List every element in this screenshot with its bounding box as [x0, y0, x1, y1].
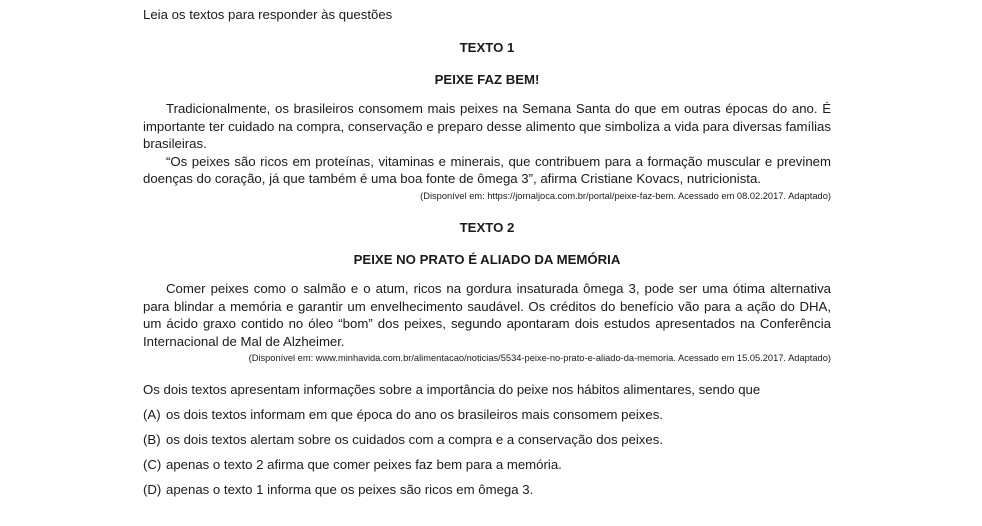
text-1-paragraph-2: “Os peixes são ricos em proteínas, vitaminas e minerais, que contribuem para a formação muscular e previnem doenças do coração, já que também é uma boa fonte de ômega 3”, afirma Cristiane Kovacs, nutricionista.: [143, 153, 831, 187]
text-1-section: [143, 39, 831, 203]
text-2-source: (Disponível em: www.minhavida.com.br/alimentacao/noticias/5534-peixe-no-prato-e-aliado-da-memoria. Acessado em 15.05.2017. Adaptado): [248, 353, 831, 364]
text-1-source: (Disponível em: https://jornaljoca.com.br/portal/peixe-faz-bem. Acessado em 08.02.2017. Adaptado): [420, 190, 831, 201]
option-b[interactable]: [143, 431, 831, 449]
text-1-paragraph-1: Tradicionalmente, os brasileiros consomem mais peixes na Semana Santa do que em outras épocas do ano. É importante ter cuidado na compra, conservação e preparo desse alimento que simboliza a vida para diversas famílias brasileiras.: [143, 101, 831, 152]
text-1-label: TEXTO 1: [459, 40, 515, 55]
text-1-title: PEIXE FAZ BEM!: [434, 72, 540, 87]
question-section: [143, 381, 831, 499]
option-c-letter: (C): [143, 457, 162, 473]
option-a-text: os dois textos informam em que época do ano os brasileiros mais consomem peixes.: [166, 407, 663, 423]
option-b-letter: (B): [143, 432, 161, 448]
text-2-section: [143, 219, 831, 365]
text-2-title: PEIXE NO PRATO É ALIADO DA MEMÓRIA: [353, 251, 621, 267]
option-b-text: os dois textos alertam sobre os cuidados com a compra e a conservação dos peixes.: [166, 432, 663, 448]
instruction-text: Leia os textos para responder às questões: [143, 7, 393, 22]
option-a-letter: (A): [143, 407, 161, 423]
text-2-label: TEXTO 2: [459, 219, 515, 235]
question-stem: Os dois textos apresentam informações sobre a importância do peixe nos hábitos alimentares, sendo que: [143, 382, 761, 398]
option-a[interactable]: [143, 406, 831, 424]
option-c-text: apenas o texto 2 afirma que comer peixes faz bem para a memória.: [166, 457, 562, 473]
option-d[interactable]: [143, 481, 831, 499]
exam-page: [143, 6, 831, 506]
text-2-paragraph-1: Comer peixes como o salmão e o atum, ricos na gordura insaturada ômega 3, pode ser uma ótima alternativa para blindar a memória e garantir um envelhecimento saudável. Os créditos do benefício vão para a ação do DHA, um ácido graxo contido no óleo “bom” dos peixes, segundo apontaram dois estudos apresentados na Conferência Internacional de Mal de Alzheimer.: [143, 280, 831, 349]
option-d-text: apenas o texto 1 informa que os peixes são ricos em ômega 3.: [166, 482, 534, 498]
option-d-letter: (D): [143, 482, 162, 498]
option-c[interactable]: [143, 456, 831, 474]
